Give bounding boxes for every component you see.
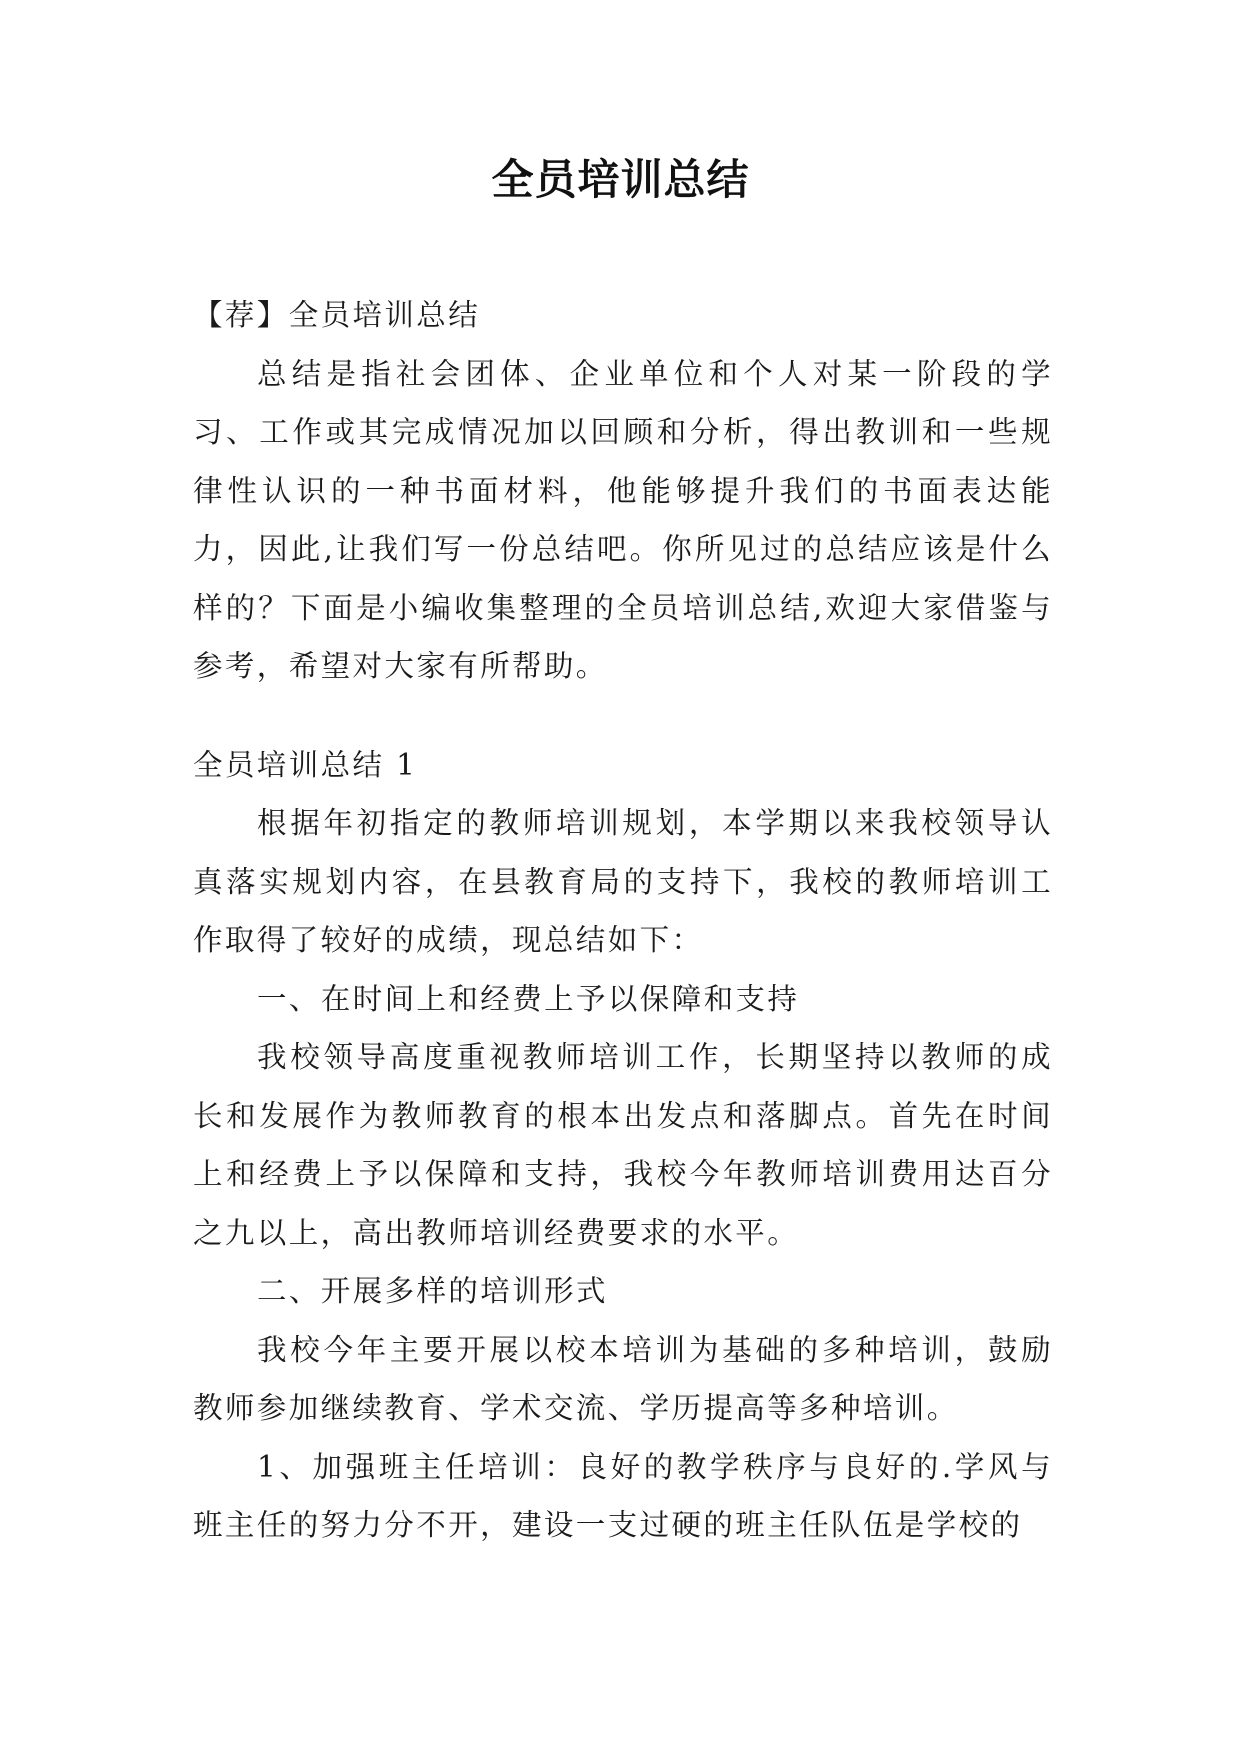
section-heading: 全员培训总结 1 bbox=[193, 747, 418, 782]
body-paragraph: 我校今年主要开展以校本培训为基础的多种培训，鼓励教师参加继续教育、学术交流、学历提高等多种培训。 bbox=[193, 1332, 1053, 1425]
recommend-heading: 【荐】全员培训总结 bbox=[193, 298, 481, 332]
document-title: 全员培训总结 bbox=[491, 155, 750, 204]
subheading-2: 二、开展多样的培训形式 bbox=[257, 1274, 608, 1308]
body-paragraph: 根据年初指定的教师培训规划，本学期以来我校领导认真落实规划内容，在县教育局的支持下，我校的教师培训工作取得了较好的成绩，现总结如下： bbox=[193, 806, 1053, 957]
subheading-1: 一、在时间上和经费上予以保障和支持 bbox=[257, 981, 800, 1016]
body-paragraph: 我校领导高度重视教师培训工作，长期坚持以教师的成长和发展作为教师教育的根本出发点和落脚点。首先在时间上和经费上予以保障和支持，我校今年教师培训费用达百分之九以上，高出教师培训经费要求的水平。 bbox=[193, 1040, 1053, 1250]
intro-paragraph: 总结是指社会团体、企业单位和个人对某一阶段的学习、工作或其完成情况加以回顾和分析，得出教训和一些规律性认识的一种书面材料，他能够提升我们的书面表达能力，因此,让我们写一份总结吧。你所见过的总结应该是什么样的？下面是小编收集整理的全员培训总结,欢迎大家借鉴与参考，希望对大家有所帮助。 bbox=[193, 356, 1053, 683]
body-paragraph: 1、加强班主任培训：良好的教学秩序与良好的.学风与班主任的努力分不开，建设一支过硬的班主任队伍是学校的 bbox=[193, 1449, 1053, 1542]
document-body bbox=[193, 286, 1053, 1555]
section-spacer bbox=[193, 696, 1053, 736]
